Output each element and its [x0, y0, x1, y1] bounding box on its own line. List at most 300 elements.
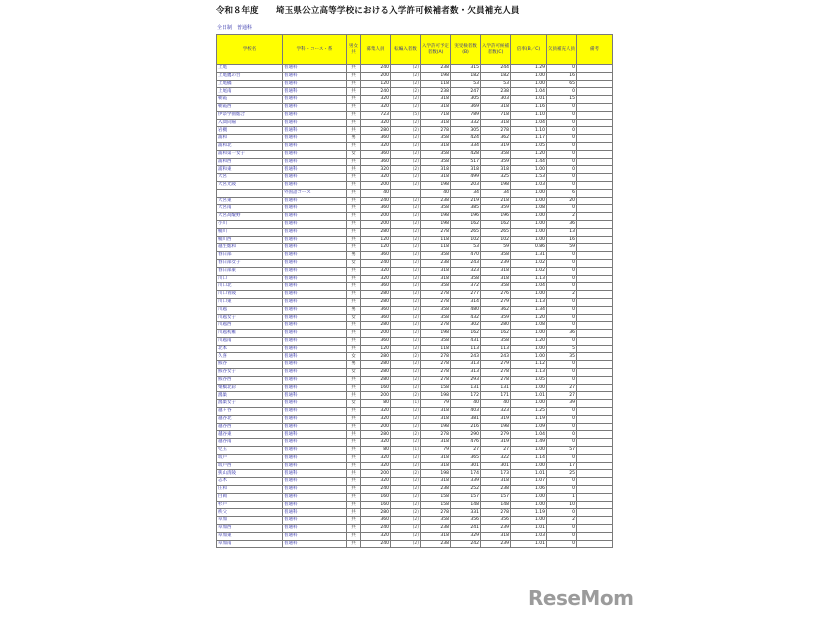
- cell-cand: 362: [481, 135, 511, 143]
- cell-course: 普通科: [283, 322, 347, 330]
- cell-gender: 女: [347, 353, 361, 361]
- column-header: 欠員補充人員: [547, 35, 577, 65]
- cell-cand: 323: [481, 408, 511, 416]
- cell-exam: 334: [451, 142, 481, 150]
- cell-plan: 318: [421, 96, 451, 104]
- cell-gender: 共: [347, 189, 361, 197]
- cell-capacity: 723: [361, 111, 391, 119]
- cell-course: 普通科: [283, 236, 347, 244]
- cell-fill: 0: [547, 361, 577, 369]
- cell-course: 普通科: [283, 369, 347, 377]
- cell-ratio: 1.02: [511, 259, 547, 267]
- cell-transfer: (5): [391, 111, 421, 119]
- cell-plan: 358: [421, 150, 451, 158]
- cell-capacity: 320: [361, 166, 391, 174]
- cell-ratio: 1.20: [511, 337, 547, 345]
- cell-note: [577, 205, 613, 213]
- column-header: 男女共: [347, 35, 361, 65]
- cell-exam: 323: [451, 267, 481, 275]
- table-row: [217, 330, 613, 338]
- column-header: 募集人員: [361, 35, 391, 65]
- cell-course: 普通科: [283, 408, 347, 416]
- cell-transfer: (2): [391, 119, 421, 127]
- cell-fill: 0: [547, 454, 577, 462]
- cell-cand: 278: [481, 376, 511, 384]
- cell-school: 上尾南: [217, 88, 283, 96]
- cell-school: 朝霞西: [217, 103, 283, 111]
- cell-cand: 279: [481, 298, 511, 306]
- cell-transfer: (2): [391, 298, 421, 306]
- cell-note: [577, 181, 613, 189]
- cell-school: 熊谷西: [217, 376, 283, 384]
- cell-gender: 共: [347, 197, 361, 205]
- cell-capacity: 40: [361, 189, 391, 197]
- cell-cand: 173: [481, 470, 511, 478]
- cell-fill: 10: [547, 501, 577, 509]
- cell-transfer: (2): [391, 532, 421, 540]
- cell-capacity: 200: [361, 392, 391, 400]
- table-row: [217, 96, 613, 104]
- cell-school: 栗橋北彩: [217, 384, 283, 392]
- table-row: [217, 111, 613, 119]
- cell-fill: 15: [547, 96, 577, 104]
- table-row: [217, 174, 613, 182]
- cell-cand: 319: [481, 142, 511, 150]
- cell-school: 鴻巣女子: [217, 400, 283, 408]
- table-row: [217, 454, 613, 462]
- cell-fill: 0: [547, 369, 577, 377]
- cell-note: [577, 252, 613, 260]
- cell-note: [577, 322, 613, 330]
- cell-gender: 女: [347, 314, 361, 322]
- cell-transfer: (2): [391, 392, 421, 400]
- cell-fill: 0: [547, 174, 577, 182]
- cell-ratio: 1.08: [511, 322, 547, 330]
- cell-transfer: (2): [391, 330, 421, 338]
- cell-course: 普通科: [283, 197, 347, 205]
- cell-exam: 305: [451, 96, 481, 104]
- cell-gender: 共: [347, 330, 361, 338]
- cell-fill: 36: [547, 330, 577, 338]
- table-row: [217, 447, 613, 455]
- cell-course: 普通科: [283, 415, 347, 423]
- cell-note: [577, 384, 613, 392]
- cell-gender: 男: [347, 306, 361, 314]
- cell-cand: 276: [481, 291, 511, 299]
- table-row: [217, 166, 613, 174]
- cell-ratio: 1.01: [511, 525, 547, 533]
- cell-school: 春日部女子: [217, 259, 283, 267]
- cell-exam: 265: [451, 228, 481, 236]
- table-row: [217, 127, 613, 135]
- cell-ratio: 1.34: [511, 306, 547, 314]
- table-row: [217, 501, 613, 509]
- cell-exam: 329: [451, 532, 481, 540]
- cell-exam: 243: [451, 259, 481, 267]
- cell-fill: 0: [547, 408, 577, 416]
- cell-note: [577, 454, 613, 462]
- cell-exam: 480: [451, 306, 481, 314]
- cell-course: 普通科: [283, 532, 347, 540]
- cell-plan: 198: [421, 392, 451, 400]
- cell-gender: 共: [347, 493, 361, 501]
- cell-capacity: 320: [361, 275, 391, 283]
- cell-course: 普通科: [283, 314, 347, 322]
- cell-gender: 共: [347, 501, 361, 509]
- cell-school: 川口: [217, 275, 283, 283]
- cell-course: 普通科: [283, 228, 347, 236]
- cell-note: [577, 470, 613, 478]
- title-year: 令和８年度: [216, 6, 259, 16]
- cell-plan: 238: [421, 259, 451, 267]
- cell-fill: 0: [547, 298, 577, 306]
- cell-capacity: 240: [361, 65, 391, 73]
- table-row: [217, 135, 613, 143]
- cell-school: 岩槻: [217, 127, 283, 135]
- cell-gender: 共: [347, 525, 361, 533]
- cell-course: 普通科: [283, 330, 347, 338]
- cell-cand: 358: [481, 150, 511, 158]
- cell-note: [577, 150, 613, 158]
- cell-capacity: 360: [361, 314, 391, 322]
- cell-fill: 6: [547, 189, 577, 197]
- cell-school: 越谷南: [217, 439, 283, 447]
- cell-gender: 共: [347, 142, 361, 150]
- table-row: [217, 189, 613, 197]
- cell-gender: 共: [347, 532, 361, 540]
- cell-fill: 0: [547, 158, 577, 166]
- cell-capacity: 240: [361, 197, 391, 205]
- cell-transfer: (2): [391, 283, 421, 291]
- cell-fill: 0: [547, 283, 577, 291]
- cell-course: 普通科: [283, 111, 347, 119]
- cell-course: 普通科: [283, 103, 347, 111]
- cell-gender: 共: [347, 158, 361, 166]
- cell-plan: 718: [421, 111, 451, 119]
- cell-fill: 39: [547, 400, 577, 408]
- table-row: [217, 275, 613, 283]
- cell-school: 越谷西: [217, 423, 283, 431]
- cell-exam: 318: [451, 166, 481, 174]
- cell-course: 普通科: [283, 220, 347, 228]
- cell-fill: 20: [547, 197, 577, 205]
- column-header: 学科・コース・系: [283, 35, 347, 65]
- table-row: [217, 65, 613, 73]
- cell-cand: 198: [481, 181, 511, 189]
- table-row: [217, 392, 613, 400]
- cell-exam: 424: [451, 135, 481, 143]
- table-row: [217, 252, 613, 260]
- cell-course: 普通科: [283, 72, 347, 80]
- table-row: [217, 220, 613, 228]
- cell-course: 普通科: [283, 392, 347, 400]
- cell-exam: 102: [451, 236, 481, 244]
- cell-school: 川越女子: [217, 314, 283, 322]
- cell-transfer: (2): [391, 517, 421, 525]
- cell-gender: 共: [347, 392, 361, 400]
- cell-ratio: 1.14: [511, 454, 547, 462]
- table-row: [217, 267, 613, 275]
- cell-cand: 325: [481, 174, 511, 182]
- cell-cand: 718: [481, 111, 511, 119]
- cell-plan: 318: [421, 439, 451, 447]
- cell-cand: 319: [481, 439, 511, 447]
- cell-transfer: (2): [391, 306, 421, 314]
- cell-capacity: 240: [361, 540, 391, 548]
- cell-note: [577, 330, 613, 338]
- cell-cand: 113: [481, 345, 511, 353]
- cell-exam: 476: [451, 439, 481, 447]
- cell-plan: 358: [421, 314, 451, 322]
- table-row: [217, 259, 613, 267]
- cell-plan: 318: [421, 415, 451, 423]
- cell-course: 普通科: [283, 517, 347, 525]
- cell-school: 小川: [217, 220, 283, 228]
- table-row: [217, 361, 613, 369]
- cell-cand: 318: [481, 532, 511, 540]
- cell-plan: 118: [421, 244, 451, 252]
- cell-exam: 369: [451, 103, 481, 111]
- table-row: [217, 369, 613, 377]
- cell-cand: 171: [481, 392, 511, 400]
- cell-school: 春日部東: [217, 267, 283, 275]
- cell-note: [577, 174, 613, 182]
- cell-plan: 198: [421, 330, 451, 338]
- cell-transfer: (2): [391, 361, 421, 369]
- cell-exam: 431: [451, 337, 481, 345]
- cell-note: [577, 189, 613, 197]
- cell-exam: 499: [451, 174, 481, 182]
- cell-school: 越ヶ谷: [217, 408, 283, 416]
- cell-course: 普通科: [283, 423, 347, 431]
- cell-fill: 59: [547, 244, 577, 252]
- cell-ratio: 1.00: [511, 517, 547, 525]
- cell-school: 越谷北: [217, 415, 283, 423]
- cell-transfer: (2): [391, 501, 421, 509]
- cell-cand: 157: [481, 493, 511, 501]
- cell-fill: 0: [547, 314, 577, 322]
- cell-transfer: (2): [391, 322, 421, 330]
- cell-exam: 113: [451, 345, 481, 353]
- cell-capacity: 320: [361, 174, 391, 182]
- table-row: [217, 408, 613, 416]
- cell-transfer: (2): [391, 439, 421, 447]
- cell-cand: 279: [481, 361, 511, 369]
- cell-school: 鴻巣: [217, 392, 283, 400]
- cell-plan: 118: [421, 236, 451, 244]
- cell-gender: 共: [347, 439, 361, 447]
- cell-course: 普通科: [283, 478, 347, 486]
- cell-school: 草加南: [217, 540, 283, 548]
- table-row: [217, 337, 613, 345]
- cell-course: 普通科: [283, 213, 347, 221]
- cell-school: 川越: [217, 306, 283, 314]
- cell-transfer: (2): [391, 384, 421, 392]
- cell-course: 普通科: [283, 80, 347, 88]
- cell-transfer: (2): [391, 228, 421, 236]
- table-row: [217, 158, 613, 166]
- cell-capacity: 360: [361, 135, 391, 143]
- cell-cand: 53: [481, 80, 511, 88]
- cell-ratio: 1.04: [511, 283, 547, 291]
- cell-note: [577, 361, 613, 369]
- cell-cand: 359: [481, 314, 511, 322]
- cell-plan: 158: [421, 493, 451, 501]
- cell-ratio: 1.29: [511, 65, 547, 73]
- cell-note: [577, 447, 613, 455]
- column-header: 入学許可候補者数(C): [481, 35, 511, 65]
- cell-school: 桶川: [217, 228, 283, 236]
- cell-cand: 131: [481, 384, 511, 392]
- cell-exam: 332: [451, 119, 481, 127]
- cell-fill: 0: [547, 509, 577, 517]
- cell-transfer: (2): [391, 65, 421, 73]
- cell-cand: 239: [481, 540, 511, 548]
- cell-ratio: 1.00: [511, 291, 547, 299]
- cell-note: [577, 345, 613, 353]
- cell-transfer: (2): [391, 96, 421, 104]
- cell-capacity: 360: [361, 517, 391, 525]
- cell-fill: 0: [547, 150, 577, 158]
- cell-plan: 238: [421, 525, 451, 533]
- table-row: [217, 462, 613, 470]
- cell-gender: 共: [347, 72, 361, 80]
- cell-note: [577, 337, 613, 345]
- cell-capacity: 120: [361, 80, 391, 88]
- cell-school: 大宮高醍野: [217, 213, 283, 221]
- table-row: [217, 345, 613, 353]
- table-row: [217, 470, 613, 478]
- cell-note: [577, 127, 613, 135]
- cell-capacity: 360: [361, 306, 391, 314]
- cell-note: [577, 213, 613, 221]
- cell-cand: 27: [481, 447, 511, 455]
- cell-exam: 53: [451, 80, 481, 88]
- cell-capacity: 240: [361, 88, 391, 96]
- cell-fill: 0: [547, 88, 577, 96]
- cell-gender: 共: [347, 174, 361, 182]
- cell-capacity: 320: [361, 478, 391, 486]
- cell-capacity: 320: [361, 119, 391, 127]
- cell-plan: 278: [421, 127, 451, 135]
- cell-plan: 318: [421, 174, 451, 182]
- cell-cand: 265: [481, 228, 511, 236]
- cell-course: 普通科: [283, 525, 347, 533]
- cell-ratio: 1.17: [511, 135, 547, 143]
- cell-exam: 216: [451, 423, 481, 431]
- cell-course: 普通科: [283, 181, 347, 189]
- cell-ratio: 1.53: [511, 174, 547, 182]
- cell-ratio: 1.20: [511, 150, 547, 158]
- cell-gender: 共: [347, 470, 361, 478]
- cell-cand: 359: [481, 205, 511, 213]
- cell-plan: 198: [421, 181, 451, 189]
- cell-ratio: 1.19: [511, 415, 547, 423]
- cell-gender: 共: [347, 181, 361, 189]
- cell-gender: 共: [347, 540, 361, 548]
- cell-capacity: 80: [361, 447, 391, 455]
- cell-exam: 314: [451, 298, 481, 306]
- cell-note: [577, 392, 613, 400]
- cell-course: 普通科: [283, 291, 347, 299]
- cell-note: [577, 72, 613, 80]
- cell-fill: 16: [547, 236, 577, 244]
- cell-fill: 0: [547, 142, 577, 150]
- cell-course: 普通科: [283, 166, 347, 174]
- cell-ratio: 1.05: [511, 376, 547, 384]
- cell-transfer: (2): [391, 244, 421, 252]
- cell-plan: 318: [421, 408, 451, 416]
- cell-capacity: 160: [361, 501, 391, 509]
- table-row: [217, 244, 613, 252]
- cell-course: 普通科: [283, 447, 347, 455]
- cell-course: 普通科: [283, 439, 347, 447]
- cell-note: [577, 462, 613, 470]
- cell-transfer: (2): [391, 88, 421, 96]
- cell-capacity: 200: [361, 470, 391, 478]
- cell-plan: 358: [421, 158, 451, 166]
- cell-exam: 242: [451, 540, 481, 548]
- cell-fill: 2: [547, 517, 577, 525]
- cell-gender: 共: [347, 478, 361, 486]
- cell-exam: 301: [451, 462, 481, 470]
- cell-transfer: (2): [391, 376, 421, 384]
- cell-plan: 318: [421, 462, 451, 470]
- cell-cand: 322: [481, 454, 511, 462]
- cell-school: 大宮: [217, 174, 283, 182]
- cell-capacity: 160: [361, 493, 391, 501]
- column-header: 入学許可予定者数(A): [421, 35, 451, 65]
- cell-ratio: 1.04: [511, 119, 547, 127]
- table-row: [217, 205, 613, 213]
- column-header: 実受検者数(B): [451, 35, 481, 65]
- cell-school: 秩父: [217, 509, 283, 517]
- cell-plan: 238: [421, 486, 451, 494]
- cell-school: 越谷東: [217, 431, 283, 439]
- cell-exam: 789: [451, 111, 481, 119]
- cell-fill: 0: [547, 415, 577, 423]
- cell-exam: 40: [451, 400, 481, 408]
- cell-note: [577, 197, 613, 205]
- cell-cand: 318: [481, 103, 511, 111]
- cell-course: 普通科: [283, 306, 347, 314]
- cell-note: [577, 259, 613, 267]
- table-row: [217, 80, 613, 88]
- cell-note: [577, 493, 613, 501]
- cell-exam: 203: [451, 181, 481, 189]
- cell-gender: 共: [347, 88, 361, 96]
- cell-school: 上尾: [217, 65, 283, 73]
- cell-exam: 432: [451, 314, 481, 322]
- cell-cand: 244: [481, 65, 511, 73]
- cell-plan: 198: [421, 470, 451, 478]
- cell-ratio: 1.02: [511, 267, 547, 275]
- cell-cand: 358: [481, 283, 511, 291]
- cell-capacity: 160: [361, 384, 391, 392]
- cell-course: 普通科: [283, 283, 347, 291]
- cell-plan: 158: [421, 501, 451, 509]
- cell-gender: 共: [347, 220, 361, 228]
- cell-gender: 共: [347, 119, 361, 127]
- table-row: [217, 376, 613, 384]
- cell-fill: 0: [547, 267, 577, 275]
- cell-plan: 278: [421, 376, 451, 384]
- cell-course: 外国語コース: [283, 189, 347, 197]
- cell-cand: 148: [481, 501, 511, 509]
- cell-transfer: (2): [391, 486, 421, 494]
- cell-cand: 280: [481, 322, 511, 330]
- cell-gender: 共: [347, 205, 361, 213]
